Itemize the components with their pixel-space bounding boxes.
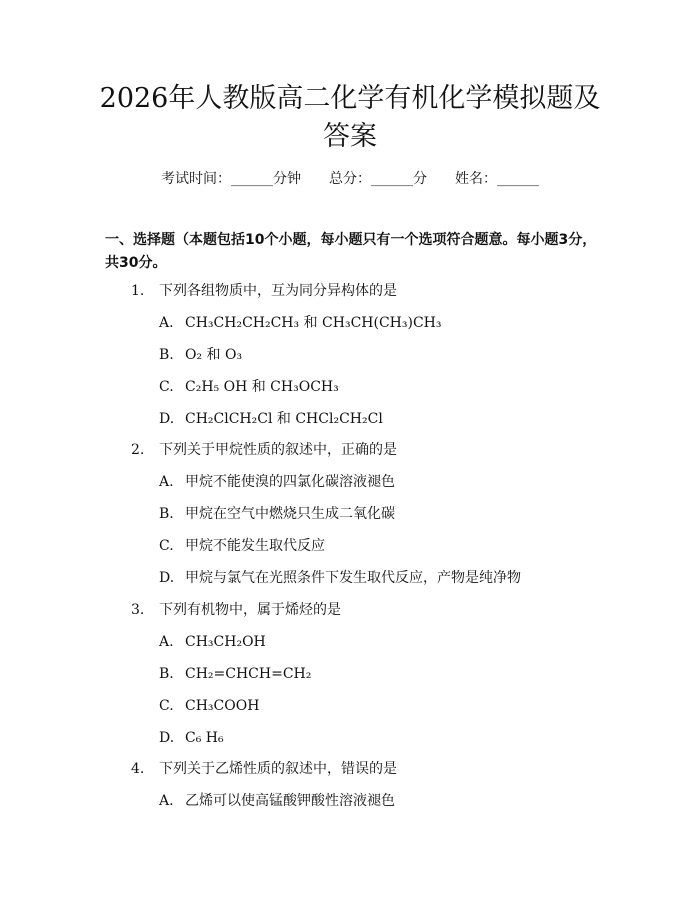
question-1-option-b (159, 345, 242, 365)
option-text: CH₃CH₂OH (185, 634, 266, 650)
exam-meta (0, 168, 700, 188)
option-letter: C. (159, 538, 174, 554)
question-number: 2. (131, 442, 145, 458)
option-letter: C. (159, 379, 174, 395)
question-stem: 下列有机物中，属于烯烃的是 (159, 602, 341, 618)
question-2-option-b (159, 504, 395, 524)
option-text: 甲烷与氯气在光照条件下发生取代反应，产物是纯净物 (185, 570, 521, 586)
option-text: C₂H₅ OH 和 CH₃OCH₃ (185, 379, 339, 395)
option-text: CH₂ClCH₂Cl 和 CHCl₂CH₂Cl (185, 411, 383, 427)
question-stem: 下列关于乙烯性质的叙述中，错误的是 (159, 761, 397, 777)
exam-title: 2026年人教版高二化学有机化学模拟题及答案 (99, 83, 601, 152)
question-number: 4. (131, 761, 145, 777)
question-3-option-d (159, 728, 224, 748)
question-2 (131, 440, 397, 460)
question-3-option-b (159, 664, 311, 684)
question-1 (131, 281, 397, 301)
question-number: 3. (131, 602, 145, 618)
question-2-option-a (159, 472, 395, 492)
question-4-option-a (159, 791, 395, 811)
option-text: CH₃CH₂CH₂CH₃ 和 CH₃CH(CH₃)CH₃ (185, 315, 442, 331)
option-letter: A. (159, 634, 174, 650)
option-letter: B. (159, 666, 174, 682)
question-3-option-c (159, 696, 259, 716)
option-letter: B. (159, 347, 174, 363)
option-text: 甲烷不能使溴的四氯化碳溶液褪色 (185, 474, 395, 490)
option-letter: A. (159, 474, 174, 490)
question-4 (131, 759, 397, 779)
student-name-label: 姓名：______ (455, 171, 539, 187)
question-stem: 下列关于甲烷性质的叙述中，正确的是 (159, 442, 397, 458)
option-text: 乙烯可以使高锰酸钾酸性溶液褪色 (185, 793, 395, 809)
option-text: 甲烷不能发生取代反应 (185, 538, 325, 554)
total-score-label: 总分：______分 (329, 171, 427, 187)
question-1-option-d (159, 409, 383, 429)
question-3 (131, 600, 341, 620)
option-letter: C. (159, 698, 174, 714)
option-letter: D. (159, 411, 175, 427)
exam-time-label: 考试时间：______分钟 (161, 171, 301, 187)
question-number: 1. (131, 283, 145, 299)
option-letter: A. (159, 793, 174, 809)
option-letter: D. (159, 730, 175, 746)
question-stem: 下列各组物质中，互为同分异构体的是 (159, 283, 397, 299)
question-2-option-c (159, 536, 325, 556)
question-1-option-a (159, 313, 441, 333)
option-text: O₂ 和 O₃ (185, 347, 243, 363)
question-3-option-a (159, 632, 266, 652)
option-letter: D. (159, 570, 175, 586)
option-text: C₆ H₆ (185, 730, 224, 746)
option-text: 甲烷在空气中燃烧只生成二氧化碳 (185, 506, 395, 522)
question-1-option-c (159, 377, 339, 397)
section-heading: 一、选择题（本题包括10个小题，每小题只有一个选项符合题意。每小题3分，共30分。 (105, 232, 597, 271)
question-2-option-d (159, 568, 521, 588)
option-letter: B. (159, 506, 174, 522)
option-text: CH₃COOH (185, 698, 260, 714)
option-text: CH₂=CHCH=CH₂ (185, 666, 312, 682)
option-letter: A. (159, 315, 174, 331)
